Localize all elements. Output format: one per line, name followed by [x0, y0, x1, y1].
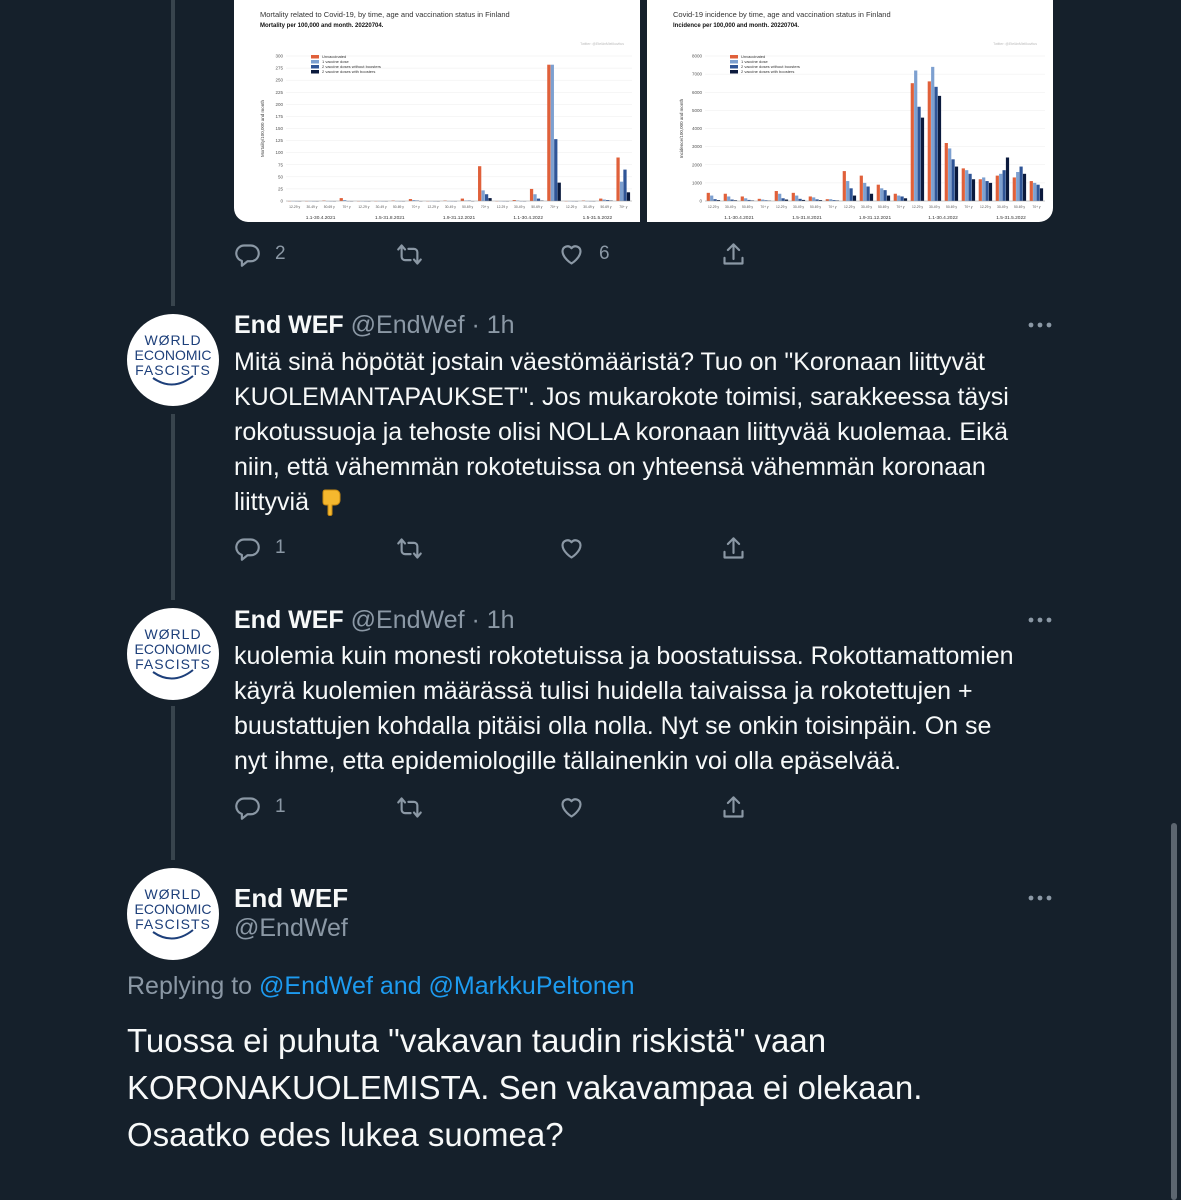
x-tick-label: 30-49 y — [793, 205, 804, 209]
legend-swatch — [311, 65, 319, 69]
y-tick-label: 275 — [275, 65, 283, 71]
retweet-button[interactable] — [396, 234, 423, 274]
heart-icon — [558, 535, 585, 562]
svg-text:ECONOMIC: ECONOMIC — [134, 901, 212, 917]
x-tick-label: 12-29 y — [427, 205, 439, 209]
x-tick-label: 30-49 y — [444, 205, 456, 209]
tweet-actions — [234, 787, 754, 827]
x-tick-label: 30-49 y — [375, 205, 387, 209]
y-tick-label: 150 — [275, 126, 283, 131]
heart-icon — [558, 794, 585, 821]
tweet-text: kuolemia kuin monesti rokotetuissa ja boostatuissa. Rokottamattomien käyrä kuolemien määrässä tulisi huidella taivaissa ja rokotettujen + buustattujen kohdalla pitäisi olla nolla. Nyt se onkin toisinpäin. On se nyt ihme, etta epidemiologille tällainenkin voi olla epäselvää. — [234, 642, 1014, 775]
x-tick-label: 50-69 y — [810, 205, 821, 209]
svg-text:ECONOMIC: ECONOMIC — [134, 641, 212, 657]
bar — [623, 170, 626, 201]
tweet-header — [234, 310, 515, 340]
bar — [853, 196, 856, 201]
bar — [911, 83, 914, 201]
bar — [877, 185, 880, 201]
reply-icon — [234, 241, 261, 268]
legend-swatch — [730, 65, 738, 69]
bar — [758, 199, 761, 201]
reply-count: 2 — [275, 243, 286, 264]
period-label: 1.5-31.5.2022 — [996, 216, 1026, 221]
reply-count: 1 — [275, 796, 286, 817]
retweet-icon — [396, 535, 423, 562]
y-tick-label: 175 — [275, 113, 283, 119]
bar — [884, 190, 887, 201]
y-tick-label: 5000 — [691, 107, 702, 113]
bar — [965, 170, 968, 201]
period-label: 1.1-30.4.2021 — [305, 216, 336, 221]
bar — [1033, 183, 1036, 201]
bar — [775, 191, 778, 201]
like-count: 6 — [599, 243, 610, 264]
bar — [972, 179, 975, 201]
legend-swatch — [730, 70, 738, 74]
x-tick-label: 70+ y — [342, 205, 351, 209]
mention-link[interactable]: @EndWef — [259, 972, 373, 1000]
y-tick-label: 4000 — [691, 126, 702, 131]
avatar[interactable] — [127, 314, 219, 406]
tweet-header — [234, 883, 348, 914]
bar — [921, 118, 924, 201]
pointing-down-emoji-icon — [317, 486, 345, 518]
avatar[interactable] — [127, 868, 219, 960]
x-tick-label: 12-29 y — [358, 205, 370, 209]
bar — [894, 194, 897, 201]
svg-text:WØRLD: WØRLD — [144, 626, 202, 642]
bar — [863, 183, 866, 201]
tweet-text: Mitä sinä höpötät jostain väestömääristä? Tuo on "Koronaan liittyvät KUOLEMANTAPAUKSET". Jos mukarokote toimisi, sarakkeessa täysi rokotussuoja ja tehoste olisi NOLLA koronaan liittyvää kuolemaa. Eikä niin, että vähemmän rokotetuissa on yhteensä vähemmän koronaan liittyviä — [234, 348, 1009, 516]
x-tick-label: 30-49 y — [725, 205, 736, 209]
bar — [897, 196, 900, 201]
bar — [918, 107, 921, 201]
bar — [537, 199, 540, 201]
bar — [843, 171, 846, 201]
reply-button[interactable] — [234, 787, 286, 827]
reply-button[interactable] — [234, 528, 286, 568]
replying-to: Replying to @EndWef and @MarkkuPeltonen — [127, 972, 635, 1000]
bar — [481, 190, 484, 201]
bar — [928, 81, 931, 201]
x-tick-label: 12-29 y — [289, 205, 301, 209]
bar — [887, 196, 890, 201]
legend-swatch — [311, 70, 319, 74]
bar — [996, 176, 999, 201]
legend-label: 2 vaccine doses with boosters — [741, 69, 795, 74]
bar — [931, 67, 934, 201]
chart-subtitle: Mortality per 100,000 and month. 20220704. — [260, 23, 384, 29]
x-tick-label: 30-49 y — [306, 205, 318, 209]
bar — [741, 196, 744, 201]
chart-plot — [679, 54, 1045, 222]
y-tick-label: 75 — [277, 162, 283, 168]
bar — [554, 139, 557, 201]
share-icon — [720, 241, 747, 268]
period-label: 1.5-31.5.2022 — [582, 216, 613, 221]
x-tick-label: 50-69 y — [946, 205, 957, 209]
handle[interactable]: @EndWef — [234, 914, 348, 942]
legend-label: Unvaccinated — [741, 54, 766, 59]
more-icon — [1026, 891, 1054, 905]
chart-source: Twitter: @EtelänMielikuvitus — [993, 42, 1037, 46]
period-label: 1.9-31.12.2021 — [858, 216, 892, 221]
period-label: 1.9-31.12.2021 — [442, 216, 476, 221]
x-tick-label: 70+ y — [411, 205, 420, 209]
legend-swatch — [730, 60, 738, 64]
bar — [860, 176, 863, 201]
y-axis-label: Mortality/100,000 and month — [260, 99, 265, 158]
bar — [870, 194, 873, 201]
bar — [935, 87, 938, 201]
bar — [989, 183, 992, 201]
y-tick-label: 8000 — [691, 53, 702, 59]
mortality-chart-image[interactable] — [234, 0, 640, 222]
bar — [982, 177, 985, 201]
x-tick-label: 70+ y — [480, 205, 490, 209]
share-button[interactable] — [720, 234, 747, 274]
svg-text:WØRLD: WØRLD — [144, 332, 202, 348]
more-options-button[interactable] — [1026, 891, 1054, 905]
y-tick-label: 225 — [275, 89, 283, 95]
legend-label: 1 vaccine dose — [741, 59, 768, 64]
bar — [485, 194, 488, 201]
bar — [627, 192, 630, 201]
handle-time[interactable]: @EndWef · 1h — [350, 606, 515, 634]
legend-swatch — [311, 55, 319, 59]
mortality-chart — [234, 0, 640, 222]
chart-title: Mortality related to Covid-19, by time, age and vaccination status in Finland — [260, 10, 510, 19]
svg-text:FASCISTS: FASCISTS — [135, 916, 211, 932]
more-options-button[interactable] — [1026, 613, 1054, 627]
legend-label: 2 vaccine doses without boosters — [741, 64, 800, 69]
x-tick-label: 50-69 y — [392, 205, 404, 209]
y-tick-label: 1000 — [691, 180, 702, 186]
y-tick-label: 100 — [275, 150, 283, 156]
period-label: 1.1-30.4.2021 — [724, 216, 754, 221]
heart-icon — [558, 241, 585, 268]
bar — [799, 199, 802, 201]
x-tick-label: 50-69 y — [323, 205, 335, 209]
x-tick-label: 70+ y — [964, 205, 973, 209]
bar — [488, 198, 491, 201]
x-tick-label: 50-69 y — [462, 205, 474, 209]
bar — [955, 167, 958, 201]
reply-icon — [234, 535, 261, 562]
chart-subtitle: Incidence per 100,000 and month. 20220704. — [673, 23, 800, 29]
bar — [599, 199, 602, 201]
more-icon — [1026, 613, 1054, 627]
display-name[interactable]: End WEF — [234, 883, 349, 913]
world-economic-fascists-logo — [127, 868, 219, 960]
y-tick-label: 250 — [275, 77, 283, 83]
x-tick-label — [342, 205, 351, 209]
x-tick-label: 12-29 y — [844, 205, 855, 209]
x-tick-label: 50-69 y — [742, 205, 753, 209]
retweet-icon — [396, 794, 423, 821]
bar — [744, 198, 747, 201]
thread-line-3 — [171, 706, 175, 860]
mention-link[interactable]: @MarkkuPeltonen — [428, 972, 635, 1000]
bar — [533, 194, 536, 201]
y-tick-label: 2000 — [691, 162, 702, 168]
x-tick-label: 70+ y — [1032, 205, 1041, 209]
x-tick-label: 30-49 y — [861, 205, 872, 209]
incidence-chart — [647, 0, 1053, 222]
more-options-button[interactable] — [1026, 318, 1054, 332]
bar — [707, 193, 710, 201]
bar — [724, 194, 727, 201]
bar — [914, 71, 917, 202]
y-tick-label: 0 — [280, 198, 283, 204]
retweet-button[interactable] — [396, 528, 423, 568]
bar — [478, 166, 481, 201]
reply-button[interactable] — [234, 234, 286, 274]
chart-plot — [260, 54, 632, 222]
x-tick-label: 70+ y — [619, 205, 628, 209]
reply-count: 1 — [275, 537, 286, 558]
display-name[interactable]: End WEF — [234, 311, 344, 339]
svg-text:FASCISTS: FASCISTS — [135, 362, 211, 378]
y-axis-label: Incidence/100,000 and month — [679, 98, 684, 159]
x-tick-label: 12-29 y — [912, 205, 923, 209]
bar — [904, 198, 907, 201]
period-label: 1.1-30.4.2022 — [928, 216, 958, 221]
bar — [938, 96, 941, 201]
bar — [945, 143, 948, 201]
legend-label: Unvaccinated — [322, 54, 347, 59]
x-tick-label: 70+ y — [828, 205, 837, 209]
bar — [530, 189, 533, 201]
y-tick-label: 6000 — [691, 89, 702, 95]
like-button[interactable] — [558, 787, 585, 827]
y-tick-label: 200 — [275, 101, 283, 107]
x-tick-label: 12-29 y — [980, 205, 991, 209]
bar — [710, 196, 713, 201]
x-tick-label: 50-69 y — [600, 205, 612, 209]
y-tick-label: 25 — [277, 186, 283, 192]
bar — [979, 179, 982, 201]
x-tick-label — [306, 205, 317, 209]
bar — [1003, 170, 1006, 201]
bar — [809, 196, 812, 201]
x-tick-label: 30-49 y — [997, 205, 1008, 209]
tweet-header — [234, 605, 515, 635]
scrollbar[interactable] — [1171, 823, 1177, 1200]
bar — [850, 188, 853, 201]
thread-line-2 — [171, 414, 175, 600]
legend-label: 2 vaccine doses without boosters — [322, 64, 381, 69]
tweet-media[interactable] — [234, 0, 1053, 223]
bar — [792, 193, 795, 201]
retweet-icon — [396, 241, 423, 268]
bar — [867, 187, 870, 202]
bar — [962, 168, 965, 201]
chart-title: Covid-19 incidence by time, age and vaccination status in Finland — [673, 10, 891, 19]
more-icon — [1026, 318, 1054, 332]
share-button[interactable] — [720, 787, 747, 827]
thread-line-1 — [171, 0, 175, 306]
bar — [880, 188, 883, 201]
x-tick-label: 30-49 y — [929, 205, 940, 209]
bar — [1023, 174, 1026, 201]
retweet-button[interactable] — [396, 787, 423, 827]
bar — [558, 183, 561, 201]
main-tweet-text: Tuossa ei puhuta "vakavan taudin riskistä" vaan KORONAKUOLEMISTA. Sen vakavampaa ei olekaan. Osaatko edes lukea suomea? — [127, 1022, 923, 1153]
bar — [551, 65, 554, 201]
x-tick-label — [324, 205, 335, 209]
legend-label: 1 vaccine dose — [322, 59, 349, 64]
x-tick-label: 50-69 y — [878, 205, 889, 209]
bar — [1040, 188, 1043, 201]
chart-source: Twitter: @EtelänMielikuvitus — [580, 42, 624, 46]
bar — [1013, 177, 1016, 201]
bar — [986, 181, 989, 201]
x-tick-label — [289, 205, 300, 209]
bar — [616, 158, 619, 202]
like-button[interactable] — [558, 528, 585, 568]
world-economic-fascists-logo — [127, 314, 219, 406]
bar — [948, 148, 951, 201]
bar — [812, 197, 815, 201]
period-label: 1.1-30.4.2022 — [513, 216, 544, 221]
legend-swatch — [730, 55, 738, 59]
x-tick-label — [376, 205, 387, 209]
x-tick-label — [358, 205, 369, 209]
bar — [461, 199, 464, 201]
tweet-actions — [234, 234, 754, 274]
y-tick-label: 3000 — [691, 144, 702, 150]
bar — [778, 194, 781, 201]
y-tick-label: 0 — [699, 198, 702, 204]
bar — [620, 182, 623, 201]
bar — [1037, 185, 1040, 201]
incidence-chart-image[interactable] — [647, 0, 1053, 222]
like-button[interactable] — [558, 234, 610, 274]
x-tick-label: 70+ y — [760, 205, 769, 209]
bar — [795, 196, 798, 201]
x-tick-label: 70+ y — [896, 205, 905, 209]
tweet-actions — [234, 528, 754, 568]
svg-text:ECONOMIC: ECONOMIC — [134, 347, 212, 363]
bar — [1020, 167, 1023, 201]
bar — [1006, 158, 1009, 202]
x-tick-label: 50-69 y — [1014, 205, 1025, 209]
legend-swatch — [311, 60, 319, 64]
bar — [969, 174, 972, 201]
bar — [782, 198, 785, 201]
bar — [952, 159, 955, 201]
share-icon — [720, 794, 747, 821]
handle-time[interactable]: @EndWef · 1h — [350, 311, 515, 339]
y-tick-label: 50 — [277, 174, 283, 180]
bar — [846, 181, 849, 201]
period-label: 1.5-31.8.2021 — [792, 216, 822, 221]
x-tick-label: 12-29 y — [776, 205, 787, 209]
share-icon — [720, 535, 747, 562]
reply-icon — [234, 794, 261, 821]
bar — [901, 196, 904, 201]
bar — [727, 196, 730, 201]
period-label: 1.5-31.8.2021 — [374, 216, 405, 221]
avatar[interactable] — [127, 608, 219, 700]
y-tick-label: 7000 — [691, 71, 702, 77]
display-name[interactable]: End WEF — [234, 606, 344, 634]
share-button[interactable] — [720, 528, 747, 568]
bar — [1016, 172, 1019, 201]
y-tick-label: 125 — [275, 138, 283, 144]
legend-label: 2 vaccine doses with boosters — [322, 69, 376, 74]
bar — [547, 65, 550, 201]
svg-text:WØRLD: WØRLD — [144, 886, 202, 902]
world-economic-fascists-logo — [127, 608, 219, 700]
x-tick-label: 12-29 y — [708, 205, 719, 209]
bar — [1030, 181, 1033, 201]
bar — [999, 174, 1002, 201]
svg-text:FASCISTS: FASCISTS — [135, 656, 211, 672]
y-tick-label: 300 — [275, 53, 283, 59]
bar — [340, 198, 343, 201]
